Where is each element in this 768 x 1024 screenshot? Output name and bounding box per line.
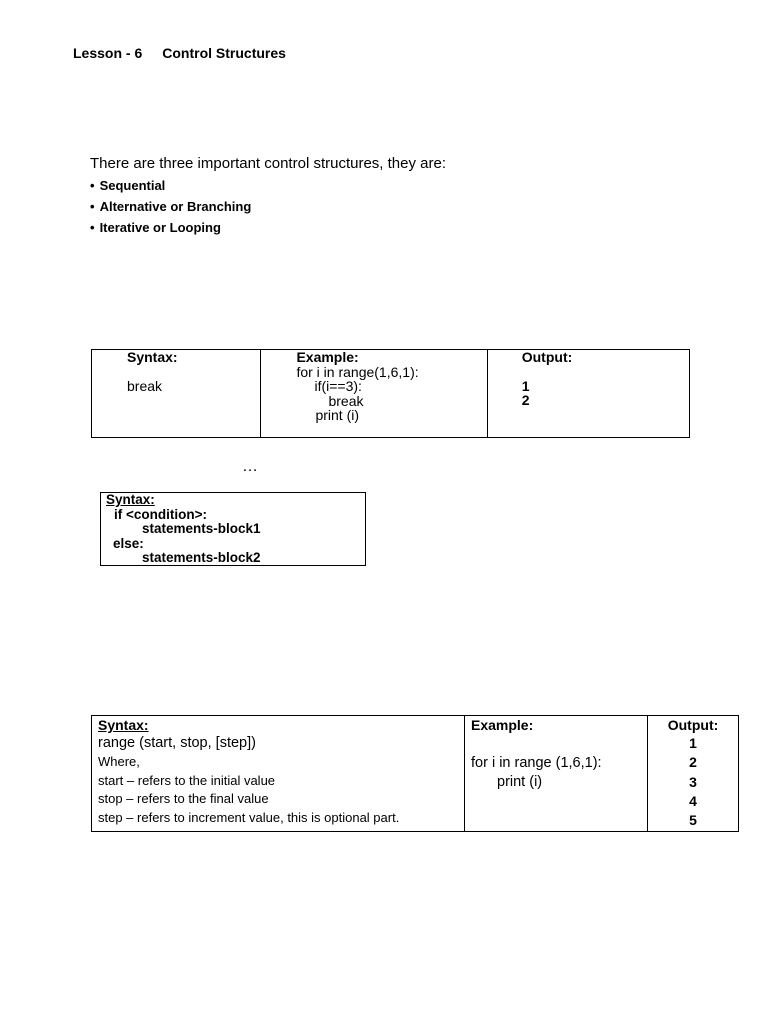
intro-text: There are three important control structures, they are: xyxy=(90,155,446,172)
control-structures-list xyxy=(90,177,251,240)
example-line: for i in range (1,6,1): xyxy=(471,755,602,771)
output-header: Output: xyxy=(667,717,719,733)
syntax-header: Syntax: xyxy=(106,492,155,507)
output-value: 5 xyxy=(689,812,697,829)
output-value: 1 xyxy=(689,735,697,751)
output-value: 3 xyxy=(689,773,697,790)
list-item: • Alternative or Branching xyxy=(90,198,251,219)
range-output-cell xyxy=(648,716,739,832)
syntax-line: if <condition>: xyxy=(114,506,207,522)
range-table xyxy=(91,715,739,832)
ellipsis: … xyxy=(242,458,259,475)
example-header: Example: xyxy=(471,717,534,733)
break-output-cell xyxy=(487,350,689,438)
syntax-header: Syntax: xyxy=(98,717,149,733)
lesson-title xyxy=(73,45,286,61)
output-header: Output: xyxy=(521,349,573,365)
example-line: for i in range(1,6,1): xyxy=(296,363,419,380)
example-line: print (i) xyxy=(497,774,543,790)
lesson-topic: Control Structures xyxy=(162,45,286,61)
list-item: • Sequential xyxy=(90,177,251,198)
syntax-line: statements-block2 xyxy=(142,550,261,565)
syntax-line: statements-block1 xyxy=(142,521,261,536)
output-value: 1 xyxy=(521,377,530,394)
note-line: Where, xyxy=(98,754,140,769)
note-line: start – refers to the initial value xyxy=(98,772,276,788)
example-header: Example: xyxy=(296,349,359,365)
break-table xyxy=(91,349,690,438)
example-line: print (i) xyxy=(315,407,360,423)
break-syntax-cell xyxy=(92,350,261,438)
break-example-cell xyxy=(261,350,487,438)
syntax-value: break xyxy=(127,377,163,394)
if-else-syntax-box xyxy=(100,492,366,566)
lesson-number: Lesson - 6 xyxy=(73,45,143,61)
syntax-header: Syntax: xyxy=(127,349,178,365)
output-value: 4 xyxy=(689,792,697,809)
range-example-cell xyxy=(465,716,648,832)
example-line: break xyxy=(328,392,364,409)
example-line: if(i==3): xyxy=(314,378,362,394)
note-line: step – refers to increment value, this is optional part. xyxy=(98,809,400,825)
syntax-line: range (start, stop, [step]) xyxy=(98,735,256,751)
range-syntax-cell xyxy=(92,716,465,832)
note-line: stop – refers to the final value xyxy=(98,791,269,806)
syntax-line: else: xyxy=(113,535,144,551)
list-item: • Iterative or Looping xyxy=(90,219,251,240)
output-value: 2 xyxy=(689,754,697,771)
output-value: 2 xyxy=(521,392,530,408)
